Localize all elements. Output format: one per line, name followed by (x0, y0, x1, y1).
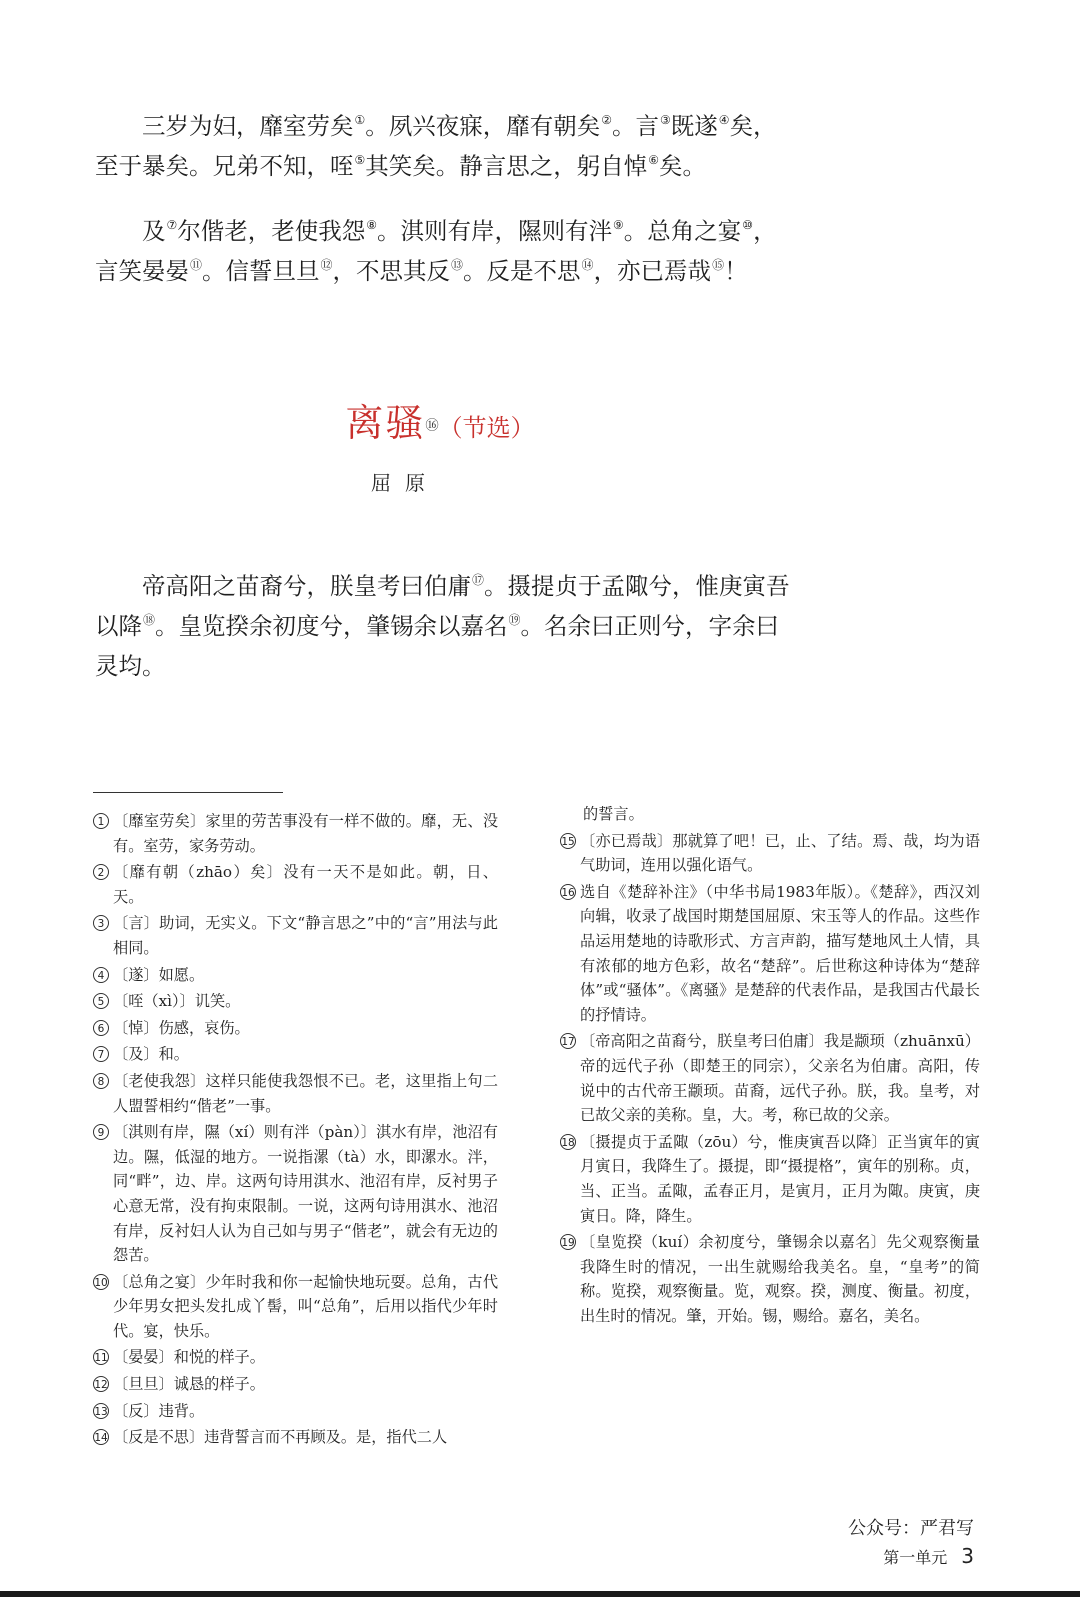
note-ref: ⑨ (613, 218, 624, 232)
note-ref: ⑪ (190, 258, 203, 272)
note-ref: ① (354, 113, 366, 127)
footnote-number: 6 (93, 1020, 109, 1036)
footnote-number: 18 (560, 1134, 576, 1150)
footnote-text: 〔反是不思〕违背誓言而不再顾及。是，指代二人 (113, 1428, 448, 1447)
footnote-text: 〔遂〕如愿。 (113, 965, 205, 984)
footnote-item (560, 829, 980, 878)
footnote-item (560, 1130, 980, 1228)
note-ref: ④ (718, 113, 730, 127)
note-ref: ⑲ (508, 613, 521, 627)
footnote-number: 19 (560, 1234, 576, 1250)
footnote-number: 14 (93, 1429, 109, 1445)
note-ref: ⑧ (366, 218, 378, 232)
page-number: 3 (961, 1544, 974, 1568)
title-main: 离骚 (345, 401, 426, 445)
footnote-text: 〔帝高阳之苗裔兮，朕皇考曰伯庸〕我是颛顼（zhuānxū）帝的远代子孙（即楚王的同宗），父亲名为伯庸。高阳，传说中的古代帝王颛顼。苗裔，远代子孙。朕，我。皇考，对已故父亲的美称。皇，大。考，称已故的父亲。 (580, 1032, 980, 1125)
unit-label: 第一单元 (883, 1548, 948, 1567)
poem2-paragraph: 帝高阳之苗裔兮，朕皇考曰伯庸⑰。摄提贞于孟陬兮，惟庚寅吾以降⑱。皇览揆余初度兮，肇锡余以嘉名⑲。名余曰正则兮，字余曰灵均。 (95, 572, 790, 680)
note-ref: ⑮ (712, 258, 725, 272)
footnote-number: 16 (560, 884, 576, 900)
footnote-item (93, 860, 498, 909)
title-note-ref: ⑯ (425, 418, 439, 434)
footnote-text: 〔旦旦〕诚恳的样子。 (113, 1375, 265, 1394)
footnote-item (93, 1372, 498, 1397)
footnote-text: 〔咥（xì）〕讥笑。 (113, 992, 241, 1011)
footnote-text: 〔悼〕伤感，哀伤。 (113, 1018, 250, 1037)
wechat-label: 公众号：严君写 (848, 1518, 974, 1539)
footnote-number: 9 (93, 1124, 109, 1140)
footnote-number: 15 (560, 833, 576, 849)
footnote-item (93, 1120, 498, 1268)
poem-stanza-2: 及⑦尔偕老，老使我怨⑧。淇则有岸，隰则有泮⑨。总角之宴⑩，言笑晏晏⑪。信誓旦旦⑫，不思其反⑬。反是不思⑭，亦已焉哉⑮！ (95, 217, 777, 285)
footnote-text: 〔反〕违背。 (113, 1401, 205, 1420)
footnote-number: 12 (93, 1376, 109, 1392)
footnote-item (93, 1270, 498, 1344)
footnote-text: 〔总角之宴〕少年时我和你一起愉快地玩耍。总角，古代少年男女把头发扎成丫髻，叫“总角”，后用以指代少年时代。宴，快乐。 (113, 1272, 498, 1340)
footnote-item (560, 880, 980, 1028)
note-ref: ⑬ (451, 258, 464, 272)
footnote-item (93, 1016, 498, 1041)
footnote-number: 11 (93, 1349, 109, 1365)
author-name: 屈原 (371, 471, 439, 495)
footnote-number: 2 (93, 864, 109, 880)
footnote-number: 5 (93, 993, 109, 1009)
footnote-number: 13 (93, 1403, 109, 1419)
footnote-item (93, 809, 498, 858)
footnote-text: 〔皇览揆（kuí）余初度兮，肇锡余以嘉名〕先父观察衡量我降生时的情况，一出生就赐给我美名。皇，“皇考”的简称。览揆，观察衡量。览，观察。揆，测度、衡量。初度，出生时的情况。肇，开始。锡，赐给。嘉名，美名。 (580, 1233, 980, 1325)
footnote-item (560, 1029, 980, 1127)
poem-stanza-1: 三岁为妇，靡室劳矣①。夙兴夜寐，靡有朝矣②。言③既遂④矣，至于暴矣。兄弟不知，咥⑤其笑矣。静言思之，躬自悼⑥矣。 (95, 112, 777, 180)
footnote-item (93, 1425, 498, 1450)
note-ref: ② (601, 113, 613, 127)
footnote-item (93, 963, 498, 988)
footnote-text: 〔及〕和。 (113, 1045, 189, 1064)
note-ref: ③ (660, 113, 671, 127)
scan-edge (0, 1591, 1080, 1597)
footnote-text: 〔靡室劳矣〕家里的劳苦事没有一样不做的。靡，无、没有。室劳，家务劳动。 (113, 812, 498, 855)
footnote-number: 1 (93, 813, 109, 829)
footnote-number: 7 (93, 1046, 109, 1062)
footnote-text: 〔淇则有岸，隰（xí）则有泮（pàn）〕淇水有岸，池沼有边。隰，低湿的地方。一说指漯（tà）水，即漯水。泮，同“畔”，边、岸。这两句诗用淇水、池沼有岸，反衬男子心意无常，没有拘束限制。一说，这两句诗用淇水、池沼有岸，反衬妇人认为自己如与男子“偕老”，就会有无边的怨苦。 (113, 1123, 498, 1265)
note-ref: ⑫ (320, 258, 333, 272)
note-ref: ⑭ (581, 258, 594, 272)
footnotes-left-column (93, 809, 498, 1452)
footnote-number: 8 (93, 1073, 109, 1089)
footnote-text: 〔亦已焉哉〕那就算了吧！已，止、了结。焉、哉，均为语气助词，连用以强化语气。 (580, 831, 980, 875)
footnote-continuation: 的誓言。 (583, 805, 644, 823)
note-ref: ⑩ (742, 218, 754, 232)
footnote-number: 4 (93, 967, 109, 983)
note-ref: ⑰ (472, 573, 485, 587)
note-ref: ⑥ (648, 153, 660, 167)
footnote-item (93, 1069, 498, 1118)
note-ref: ⑤ (354, 153, 366, 167)
footnote-divider (93, 792, 283, 793)
footnote-item (93, 1345, 498, 1370)
note-ref: ⑱ (143, 613, 156, 627)
section-title (0, 392, 880, 447)
footnote-item (93, 989, 498, 1014)
footnotes-right-column (560, 802, 980, 1330)
footnote-text: 〔言〕助词，无实义。下文“静言思之”中的“言”用法与此相同。 (113, 914, 498, 957)
footnote-number: 17 (560, 1033, 576, 1049)
footnote-item (93, 911, 498, 960)
footnote-text: 〔靡有朝（zhāo）矣〕没有一天不是如此。朝，日、天。 (113, 863, 498, 906)
footnote-item (93, 1042, 498, 1067)
footnote-item (560, 1230, 980, 1328)
footnote-number: 3 (93, 915, 109, 931)
note-ref: ⑦ (166, 218, 178, 232)
footnote-item (93, 1399, 498, 1424)
footnote-text: 〔摄提贞于孟陬（zōu）兮，惟庚寅吾以降〕正当寅年的寅月寅日，我降生了。摄提，即“摄提格”，寅年的别称。贞，当、正当。孟陬，孟春正月，是寅月，正月为陬。庚寅，庚寅日。降，降生。 (580, 1132, 980, 1225)
title-sub: （节选） (438, 414, 535, 442)
footnote-text: 〔晏晏〕和悦的样子。 (113, 1348, 265, 1367)
footnote-text: 选自《楚辞补注》（中华书局1983年版）。《楚辞》，西汉刘向辑，收录了战国时期楚国屈原、宋玉等人的作品。这些作品运用楚地的诗歌形式、方言声韵，描写楚地风土人情，具有浓郁的地方色彩，故名“楚辞”。后世称这种诗体为“楚辞体”或“骚体”。《离骚》是楚辞的代表作品，是我国古代最长的抒情诗。 (580, 882, 980, 1024)
footnote-text: 〔老使我怨〕这样只能使我怨恨不已。老，这里指上句二人盟誓相约“偕老”一事。 (113, 1071, 498, 1115)
footnote-number: 10 (93, 1274, 109, 1290)
page-footer (848, 1516, 974, 1572)
